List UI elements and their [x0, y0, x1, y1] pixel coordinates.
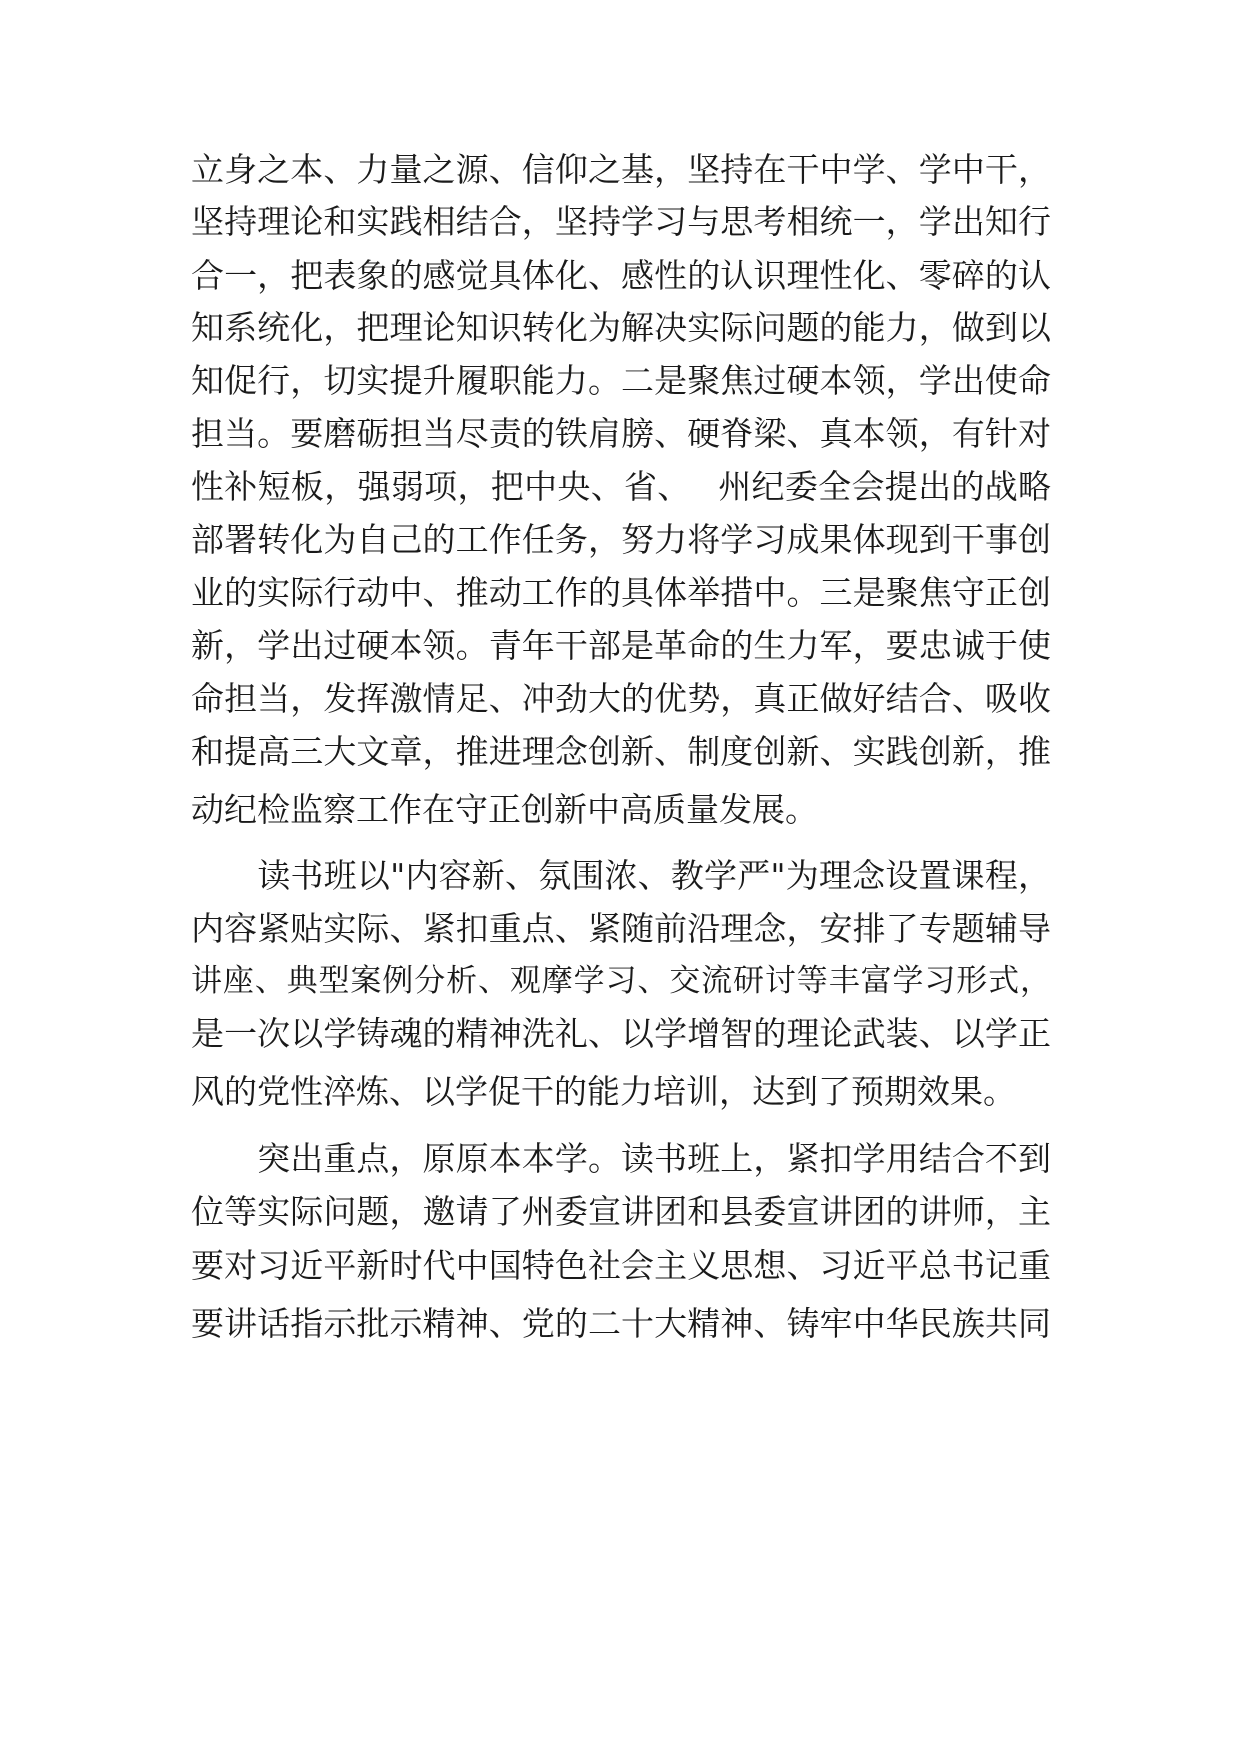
paragraph-3-line-1: 突出重点，原原本本学。读书班上，紧扣学用结合不到 [191, 1139, 1051, 1178]
paragraph-1-line-13: 动纪检监察工作在守正创新中高质量发展。 [191, 790, 818, 829]
paragraph-3-line-2: 位等实际问题，邀请了州委宣讲团和县委宣讲团的讲师，主 [191, 1192, 1051, 1231]
paragraph-1-line-1: 立身之本、力量之源、信仰之基，坚持在干中学、学中干， [191, 150, 1051, 189]
paragraph-2-line-5: 风的党性淬炼、以学促干的能力培训，达到了预期效果。 [191, 1072, 1016, 1111]
paragraph-1-line-8: 部署转化为自己的工作任务，努力将学习成果体现到干事创 [191, 520, 1051, 559]
paragraph-2-line-1: 读书班以"内容新、氛围浓、教学严"为理念设置课程， [191, 856, 1051, 895]
paragraph-1-line-11: 命担当，发挥激情足、冲劲大的优势，真正做好结合、吸收 [191, 679, 1051, 718]
paragraph-1-line-10: 新，学出过硬本领。青年干部是革命的生力军，要忠诚于使 [191, 626, 1051, 665]
paragraph-1-line-5: 知促行，切实提升履职能力。二是聚焦过硬本领，学出使命 [191, 361, 1051, 400]
paragraph-1-line-4: 知系统化，把理论知识转化为解决实际问题的能力，做到以 [191, 308, 1051, 347]
paragraph-2-line-2: 内容紧贴实际、紧扣重点、紧随前沿理念，安排了专题辅导 [191, 909, 1051, 948]
paragraph-1-line-3: 合一，把表象的感觉具体化、感性的认识理性化、零碎的认 [191, 256, 1051, 295]
paragraph-3-line-3: 要对习近平新时代中国特色社会主义思想、习近平总书记重 [191, 1246, 1051, 1285]
paragraph-1-line-2: 坚持理论和实践相结合，坚持学习与思考相统一，学出知行 [191, 202, 1051, 241]
paragraph-3-line-4: 要讲话指示批示精神、党的二十大精神、铸牢中华民族共同 [191, 1304, 1051, 1343]
paragraph-2-line-4: 是一次以学铸魂的精神洗礼、以学增智的理论武装、以学正 [191, 1014, 1051, 1053]
paragraph-1-line-9: 业的实际行动中、推动工作的具体举措中。三是聚焦守正创 [191, 573, 1051, 612]
paragraph-1-line-12: 和提高三大文章，推进理念创新、制度创新、实践创新，推 [191, 732, 1051, 771]
paragraph-1-line-6: 担当。要磨砺担当尽责的铁肩膀、硬脊梁、真本领，有针对 [191, 414, 1051, 453]
paragraph-2-line-3: 讲座、典型案例分析、观摩学习、交流研讨等丰富学习形式， [191, 963, 1051, 999]
paragraph-1-line-7: 性补短板，强弱项，把中央、省、 州纪委全会提出的战略 [191, 467, 1051, 506]
